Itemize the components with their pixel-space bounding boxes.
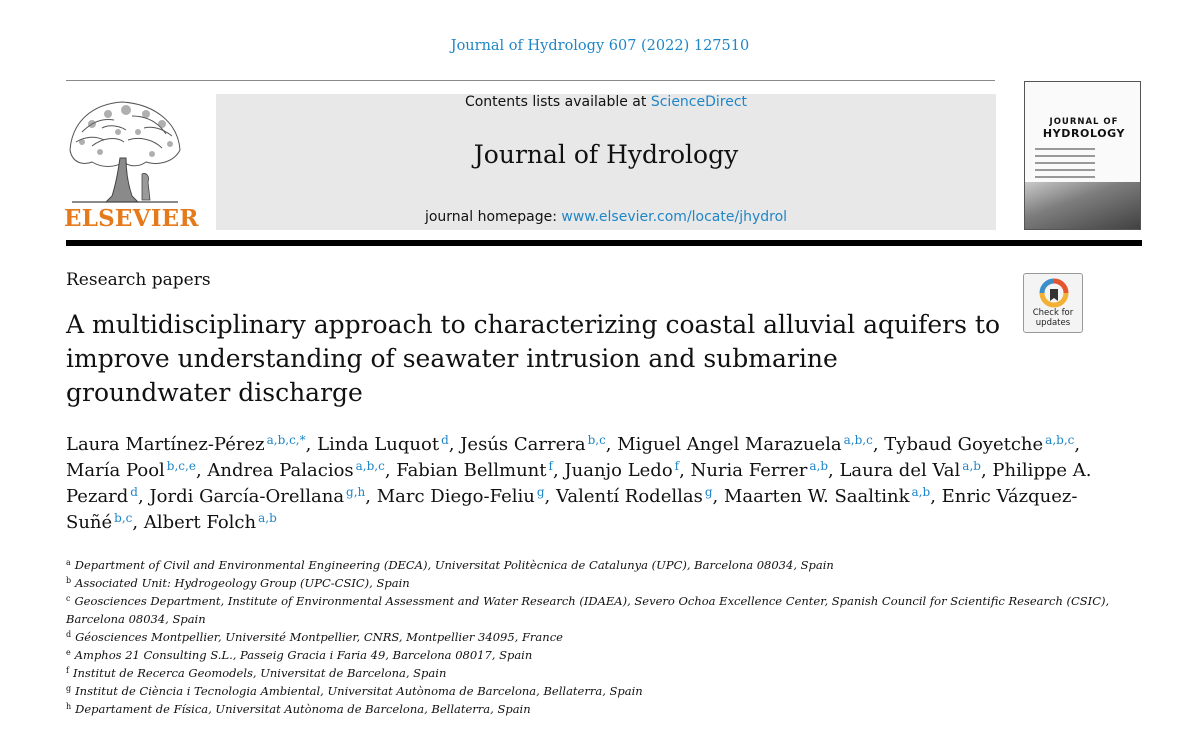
author-name[interactable] — [144, 512, 277, 533]
author-name-text[interactable]: Laura del Val — [839, 460, 961, 481]
affiliation-text: Associated Unit: Hydrogeology Group (UPC-CSIC), Spain — [75, 576, 410, 590]
journal-name: Journal of Hydrology — [473, 140, 739, 169]
cover-editor-lines — [1035, 148, 1095, 183]
author-name-text[interactable]: Laura Martínez-Pérez — [66, 434, 265, 455]
sciencedirect-link[interactable]: ScienceDirect — [650, 94, 748, 110]
contents-availability-line — [216, 94, 996, 110]
affiliation-key: e — [66, 648, 71, 657]
check-for-updates-badge[interactable] — [1023, 273, 1083, 333]
author-affiliation-marker[interactable]: a,b,c — [843, 433, 873, 447]
affiliation-item — [66, 556, 1126, 574]
affiliation-key: a — [66, 558, 71, 567]
author-affiliation-marker[interactable]: a,b — [258, 511, 277, 525]
affiliation-item — [66, 682, 1126, 700]
article-title: A multidisciplinary approach to characterizing coastal alluvial aquifers to improve understanding of seawater intrusion and submarine groundwater discharge — [66, 310, 1000, 407]
author-name[interactable] — [317, 434, 449, 455]
journal-homepage-link[interactable]: www.elsevier.com/locate/jhydrol — [561, 209, 788, 225]
author-name-text[interactable]: Enric Vázquez-Suñé — [66, 486, 1078, 533]
author-affiliation-marker[interactable]: b,c,e — [166, 459, 196, 473]
author-affiliation-marker[interactable]: g — [704, 485, 713, 499]
affiliation-item — [66, 574, 1126, 592]
author-name-text[interactable]: Marc Diego-Feliu — [376, 486, 535, 507]
cover-title-line1: JOURNAL OF — [1049, 117, 1119, 127]
author-affiliation-marker[interactable]: b,c — [587, 433, 606, 447]
author-name[interactable] — [556, 486, 713, 507]
journal-cover-thumbnail[interactable] — [1024, 81, 1141, 230]
author-name[interactable] — [724, 486, 930, 507]
author-affiliation-marker[interactable]: a,b — [809, 459, 829, 473]
author-name-text[interactable]: Tybaud Goyetche — [884, 434, 1044, 455]
affiliation-item — [66, 592, 1126, 628]
cover-artwork — [1025, 182, 1141, 230]
affiliation-item — [66, 646, 1126, 664]
affiliation-key: d — [66, 630, 72, 639]
author-name[interactable] — [884, 434, 1074, 455]
author-name[interactable] — [66, 460, 196, 481]
author-affiliation-marker[interactable]: d — [130, 485, 138, 499]
author-name[interactable] — [377, 486, 545, 507]
affiliation-key: g — [66, 684, 72, 693]
affiliation-key: b — [66, 576, 72, 585]
author-name[interactable] — [396, 460, 553, 481]
author-affiliation-marker[interactable]: f — [548, 459, 553, 473]
affiliation-key: c — [66, 594, 71, 603]
affiliation-text: Geosciences Department, Institute of Environmental Assessment and Water Research (IDAEA), Severo Ochoa Excellence Center, Spanish Council for Scientific Research (CSIC), Barcelona 08034, Spain — [66, 594, 1110, 626]
affiliation-key: h — [66, 702, 72, 711]
affiliation-item — [66, 664, 1126, 682]
journal-citation-link[interactable]: Journal of Hydrology 607 (2022) 127510 — [450, 38, 750, 54]
author-affiliation-marker[interactable]: f — [674, 459, 680, 473]
affiliation-list — [66, 556, 1126, 718]
author-name[interactable] — [66, 434, 306, 455]
journal-citation[interactable] — [0, 38, 1200, 54]
author-name[interactable] — [207, 460, 384, 481]
author-name-text[interactable]: Jordi García-Orellana — [149, 486, 345, 507]
check-updates-icon — [1039, 278, 1069, 308]
author-name[interactable] — [149, 486, 365, 507]
author-name-text[interactable]: María Pool — [66, 460, 165, 481]
affiliation-item — [66, 700, 1126, 718]
header-thick-rule — [66, 240, 1142, 246]
cover-title-line2: HYDROLOGY — [1042, 127, 1126, 140]
author-name-text[interactable]: Miguel Angel Marazuela — [617, 434, 842, 455]
affiliation-text: Departament de Física, Universitat Autònoma de Barcelona, Bellaterra, Spain — [75, 702, 531, 716]
author-affiliation-marker[interactable]: d — [441, 433, 449, 447]
author-name[interactable] — [839, 460, 980, 481]
contents-prefix: Contents lists available at — [464, 94, 647, 110]
author-name-text[interactable]: Linda Luquot — [317, 434, 440, 455]
article-section-label: Research papers — [66, 270, 211, 290]
author-name-text[interactable]: Nuria Ferrer — [690, 460, 808, 481]
author-affiliation-marker[interactable]: b,c — [114, 511, 133, 525]
header-divider — [66, 80, 995, 81]
check-updates-line2: updates — [1035, 318, 1071, 328]
affiliation-text: Department of Civil and Environmental Engineering (DECA), Universitat Politècnica de Catalunya (UPC), Barcelona 08034, Spain — [74, 558, 834, 572]
author-name-text[interactable]: Philippe A. Pezard — [66, 460, 1092, 507]
affiliation-text: Institut de Ciència i Tecnologia Ambiental, Universitat Autònoma de Barcelona, Bellaterra, Spain — [75, 684, 643, 698]
author-affiliation-marker[interactable]: a,b,c — [1045, 433, 1075, 447]
author-name-text[interactable]: Valentí Rodellas — [556, 486, 703, 507]
author-affiliation-marker[interactable]: g — [536, 485, 545, 499]
affiliation-text: Amphos 21 Consulting S.L., Passeig Gracia i Faria 49, Barcelona 08017, Spain — [74, 648, 533, 662]
author-name[interactable] — [691, 460, 828, 481]
author-list: Laura Martínez-Pérez $^{a,b,c,*}$, Linda Luquot $^d$, Jesús Carrera $^{b,c}$, Miguel Angel Marazuela $^{a,b,c}$, Tybaud Goyetche $^{a,b,c}$, María Pool $^{b,c,e}$, Andrea Palacios $^{a,b,c}$, Fabian Bellmunt $^f$, Juanjo Ledo $^f$, Nuria Ferrer $^{a,b}$, Laura del Val $^{a,b}$, Philippe A. Pezard $^d$, Jordi García-Orellana $^{g,h}$, Marc Diego-Feliu $^g$, Valentí Rodellas $^g$, Maarten W. Saaltink $^{a,b}$, Enric Vázquez-Suñé $^{b,c}$, Albert Folch $^{a,b}$ — [66, 433, 1092, 533]
author-name[interactable] — [564, 460, 679, 481]
affiliation-text: Géosciences Montpellier, Université Montpellier, CNRS, Montpellier 34095, France — [75, 630, 563, 644]
author-name-text[interactable]: Albert Folch — [143, 512, 257, 533]
author-affiliation-marker[interactable]: a,b,c — [355, 459, 385, 473]
elsevier-wordmark: ELSEVIER — [64, 205, 199, 232]
check-updates-line1: Check for — [1032, 308, 1074, 318]
author-name-text[interactable]: Fabian Bellmunt — [396, 460, 547, 481]
author-name-text[interactable]: Maarten W. Saaltink — [723, 486, 910, 507]
author-affiliation-marker[interactable]: g,h — [346, 485, 366, 499]
author-name[interactable] — [617, 434, 873, 455]
author-name-text[interactable]: Jesús Carrera — [460, 434, 586, 455]
journal-homepage-line — [216, 209, 996, 225]
check-updates-label — [1024, 308, 1082, 328]
author-affiliation-marker[interactable]: a,b — [962, 459, 981, 473]
affiliation-key: f — [66, 666, 69, 675]
author-name-text[interactable]: Juanjo Ledo — [564, 460, 673, 481]
cover-title — [1031, 117, 1137, 139]
affiliation-text: Institut de Recerca Geomodels, Universitat de Barcelona, Spain — [72, 666, 447, 680]
homepage-prefix: journal homepage: — [424, 209, 557, 225]
author-name-text[interactable]: Andrea Palacios — [207, 460, 354, 481]
author-affiliation-marker[interactable]: a,b,c,* — [266, 433, 306, 447]
affiliation-item — [66, 628, 1126, 646]
author-name[interactable] — [460, 434, 606, 455]
author-affiliation-marker[interactable]: a,b — [911, 485, 931, 499]
